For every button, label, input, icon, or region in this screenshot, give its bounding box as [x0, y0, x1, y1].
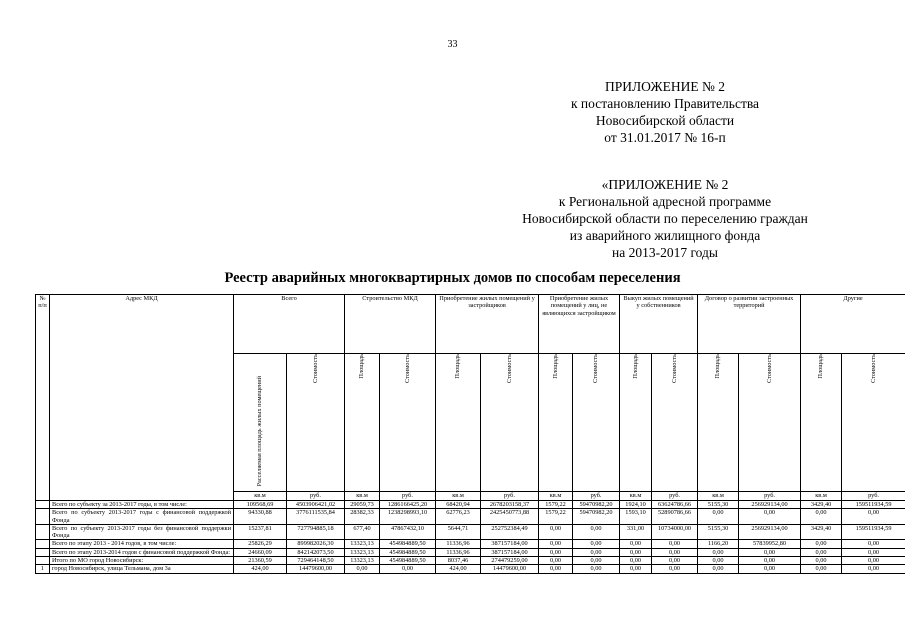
row-value-cell: 0,00	[698, 557, 739, 565]
row-value-cell: 59470982,20	[573, 509, 620, 525]
unit-area: кв.м	[698, 492, 739, 501]
column-header-address: Адрес МКД	[50, 295, 234, 501]
column-header-buyout: Выкуп жилых помещений у собственников	[620, 295, 698, 354]
row-value-cell: 14479600,00	[481, 565, 539, 573]
row-value-cell: 15237,81	[234, 524, 287, 540]
unit-cost: руб.	[739, 492, 801, 501]
header-line: из аварийного жилищного фонда	[569, 228, 761, 243]
row-number	[36, 548, 50, 556]
column-header-purchase-non-developers: Приобретение жилых помещений у лиц, не являющихся застройщиком	[539, 295, 620, 354]
row-value-cell: 0,00	[801, 557, 842, 565]
row-value-cell: 57839952,80	[739, 540, 801, 548]
row-number	[36, 557, 50, 565]
row-value-cell: 842142073,50	[287, 548, 345, 556]
row-value-cell: 3429,40	[801, 524, 842, 540]
subheader-cost: Стоимость	[652, 354, 698, 492]
row-value-cell: 59470982,20	[573, 501, 620, 509]
row-value-cell: 424,00	[234, 565, 287, 573]
row-number	[36, 524, 50, 540]
row-value-cell: 11336,96	[436, 548, 481, 556]
header-line: от 31.01.2017 № 16-п	[604, 130, 726, 145]
row-value-cell: 0,00	[620, 540, 652, 548]
unit-cost: руб.	[380, 492, 436, 501]
column-header-no: № п/п	[36, 295, 50, 501]
row-value-cell: 0,00	[698, 548, 739, 556]
column-header-other: Другие	[801, 295, 905, 354]
row-value-cell: 0,00	[652, 540, 698, 548]
row-label: Итого по МО город Новосибирск:	[50, 557, 234, 565]
row-value-cell: 5644,71	[436, 524, 481, 540]
subheader-cost: Стоимость	[739, 354, 801, 492]
subheader-cost: Стоимость	[287, 354, 345, 492]
row-value-cell: 109568,69	[234, 501, 287, 509]
row-value-cell: 0,00	[739, 548, 801, 556]
row-value-cell: 256929134,00	[739, 501, 801, 509]
row-value-cell: 13323,13	[345, 540, 380, 548]
row-value-cell: 13323,13	[345, 548, 380, 556]
row-value-cell: 0,00	[842, 557, 905, 565]
row-value-cell: 0,00	[573, 565, 620, 573]
row-value-cell: 0,00	[698, 509, 739, 525]
row-number	[36, 540, 50, 548]
row-value-cell: 29059,73	[345, 501, 380, 509]
unit-cost: руб.	[652, 492, 698, 501]
table-row	[36, 540, 905, 548]
row-value-cell: 52890786,66	[652, 509, 698, 525]
registry-table	[35, 294, 905, 574]
row-value-cell: 0,00	[739, 565, 801, 573]
row-value-cell: 0,00	[698, 565, 739, 573]
row-value-cell: 0,00	[573, 524, 620, 540]
header-line: на 2013-2017 годы	[612, 245, 718, 260]
unit-area: кв.м	[234, 492, 287, 501]
row-value-cell: 0,00	[573, 548, 620, 556]
row-value-cell: 0,00	[620, 565, 652, 573]
row-value-cell: 0,00	[573, 557, 620, 565]
row-value-cell: 0,00	[380, 565, 436, 573]
row-value-cell: 0,00	[539, 565, 573, 573]
row-value-cell: 0,00	[620, 548, 652, 556]
unit-cost: руб.	[481, 492, 539, 501]
row-value-cell: 0,00	[620, 557, 652, 565]
row-value-cell: 1166,20	[698, 540, 739, 548]
row-value-cell: 454984889,50	[380, 557, 436, 565]
row-value-cell: 68420,94	[436, 501, 481, 509]
row-value-cell: 0,00	[842, 548, 905, 556]
row-value-cell: 1579,22	[539, 509, 573, 525]
row-value-cell: 62776,23	[436, 509, 481, 525]
subheader-resettled-area: Расселяемая площадь жилых помещений	[234, 354, 287, 492]
unit-cost: руб.	[842, 492, 905, 501]
row-value-cell: 727794885,18	[287, 524, 345, 540]
row-value-cell: 677,40	[345, 524, 380, 540]
table-row	[36, 509, 905, 525]
subheader-area: Площадь	[539, 354, 573, 492]
table-row	[36, 501, 905, 509]
row-value-cell: 1238298993,10	[380, 509, 436, 525]
row-value-cell: 454984889,50	[380, 540, 436, 548]
row-value-cell: 11336,96	[436, 540, 481, 548]
row-value-cell: 8037,46	[436, 557, 481, 565]
row-value-cell: 10734000,00	[652, 524, 698, 540]
subheader-area: Площадь	[620, 354, 652, 492]
column-header-development-agreement: Договор о развитии застроенных территорий	[698, 295, 801, 354]
row-value-cell: 274479259,00	[481, 557, 539, 565]
row-value-cell: 1579,22	[539, 501, 573, 509]
subheader-area: Площадь	[436, 354, 481, 492]
row-value-cell: 13323,13	[345, 557, 380, 565]
unit-cost: руб.	[573, 492, 620, 501]
row-value-cell: 0,00	[739, 557, 801, 565]
row-value-cell: 3429,40	[801, 501, 842, 509]
table-header-row	[36, 295, 905, 354]
row-value-cell: 454984889,50	[380, 548, 436, 556]
row-value-cell: 3776111535,84	[287, 509, 345, 525]
row-value-cell: 14479600,00	[287, 565, 345, 573]
row-value-cell: 0,00	[842, 540, 905, 548]
row-value-cell: 1286166425,20	[380, 501, 436, 509]
header-line: «ПРИЛОЖЕНИЕ № 2	[601, 177, 729, 192]
column-header-construction: Строительство МКД	[345, 295, 436, 354]
row-value-cell: 0,00	[573, 540, 620, 548]
row-value-cell: 0,00	[345, 565, 380, 573]
row-value-cell: 24660,09	[234, 548, 287, 556]
row-value-cell: 0,00	[539, 557, 573, 565]
row-value-cell: 0,00	[801, 540, 842, 548]
row-value-cell: 0,00	[652, 565, 698, 573]
row-value-cell: 331,00	[620, 524, 652, 540]
row-value-cell: 0,00	[801, 509, 842, 525]
row-value-cell: 0,00	[652, 557, 698, 565]
header-line: Новосибирской области по переселению граждан	[522, 211, 808, 226]
appendix-header-program	[470, 176, 860, 261]
row-label: Всего по субъекту 2013-2017 годы с финансовой поддержкой Фонда	[50, 509, 234, 525]
row-value-cell: 252752384,49	[481, 524, 539, 540]
row-label: город Новосибирск, улица Тельмана, дом 3а	[50, 565, 234, 573]
unit-area: кв.м	[539, 492, 573, 501]
row-value-cell: 25826,29	[234, 540, 287, 548]
header-line: ПРИЛОЖЕНИЕ № 2	[604, 79, 726, 94]
row-label: Всего по этапу 2013-2014 годов с финансовой поддержкой Фонда:	[50, 548, 234, 556]
subheader-cost: Стоимость	[573, 354, 620, 492]
row-value-cell: 21360,59	[234, 557, 287, 565]
row-value-cell: 0,00	[842, 509, 905, 525]
subheader-cost: Стоимость	[842, 354, 905, 492]
row-label: Всего по этапу 2013 - 2014 годов, в том числе:	[50, 540, 234, 548]
row-value-cell: 28382,33	[345, 509, 380, 525]
unit-area: кв.м	[345, 492, 380, 501]
column-header-purchase-developers: Приобретение жилых помещений у застройщиков	[436, 295, 539, 354]
header-line: к Региональной адресной программе	[558, 194, 772, 209]
table-row	[36, 565, 905, 573]
row-value-cell: 2678203158,37	[481, 501, 539, 509]
row-value-cell: 0,00	[539, 540, 573, 548]
subheader-area: Площадь	[801, 354, 842, 492]
subheader-area: Площадь	[698, 354, 739, 492]
row-number	[36, 501, 50, 509]
row-value-cell: 0,00	[539, 524, 573, 540]
header-line: Новосибирской области	[595, 113, 735, 128]
subheader-area: Площадь	[345, 354, 380, 492]
appendix-header-resolution	[470, 78, 860, 146]
row-value-cell: 159511934,59	[842, 501, 905, 509]
row-value-cell: 424,00	[436, 565, 481, 573]
row-value-cell: 5155,30	[698, 501, 739, 509]
header-line: к постановлению Правительства	[570, 96, 760, 111]
row-value-cell: 0,00	[801, 548, 842, 556]
row-value-cell: 729464148,50	[287, 557, 345, 565]
row-value-cell: 0,00	[739, 509, 801, 525]
row-value-cell: 5155,30	[698, 524, 739, 540]
row-value-cell: 0,00	[842, 565, 905, 573]
row-value-cell: 0,00	[539, 548, 573, 556]
row-value-cell: 2425450773,88	[481, 509, 539, 525]
unit-area: кв.м	[436, 492, 481, 501]
row-value-cell: 47867432,10	[380, 524, 436, 540]
page-number: 33	[447, 39, 458, 50]
row-value-cell: 94330,88	[234, 509, 287, 525]
unit-cost: руб.	[287, 492, 345, 501]
column-header-total: Всего	[234, 295, 345, 354]
table-row	[36, 548, 905, 556]
row-value-cell: 0,00	[801, 565, 842, 573]
table-row	[36, 557, 905, 565]
row-number	[36, 509, 50, 525]
row-label: Всего по субъекту 2013-2017 годы без финансовой поддержки Фонда	[50, 524, 234, 540]
row-value-cell: 899982026,30	[287, 540, 345, 548]
subheader-cost: Стоимость	[380, 354, 436, 492]
row-label: Всего по субъекту за 2013-2017 годы, в том числе:	[50, 501, 234, 509]
unit-area: кв.м	[801, 492, 842, 501]
unit-area: кв.м	[620, 492, 652, 501]
row-value-cell: 387157184,00	[481, 540, 539, 548]
row-value-cell: 1593,10	[620, 509, 652, 525]
row-value-cell: 387157184,00	[481, 548, 539, 556]
row-value-cell: 0,00	[652, 548, 698, 556]
table-row	[36, 524, 905, 540]
row-value-cell: 63624786,66	[652, 501, 698, 509]
row-value-cell: 1924,10	[620, 501, 652, 509]
row-value-cell: 256929134,00	[739, 524, 801, 540]
row-number: 1	[36, 565, 50, 573]
row-value-cell: 159511934,59	[842, 524, 905, 540]
row-value-cell: 4503906421,02	[287, 501, 345, 509]
subheader-cost: Стоимость	[481, 354, 539, 492]
document-title: Реестр аварийных многоквартирных домов по способам переселения	[224, 270, 681, 286]
